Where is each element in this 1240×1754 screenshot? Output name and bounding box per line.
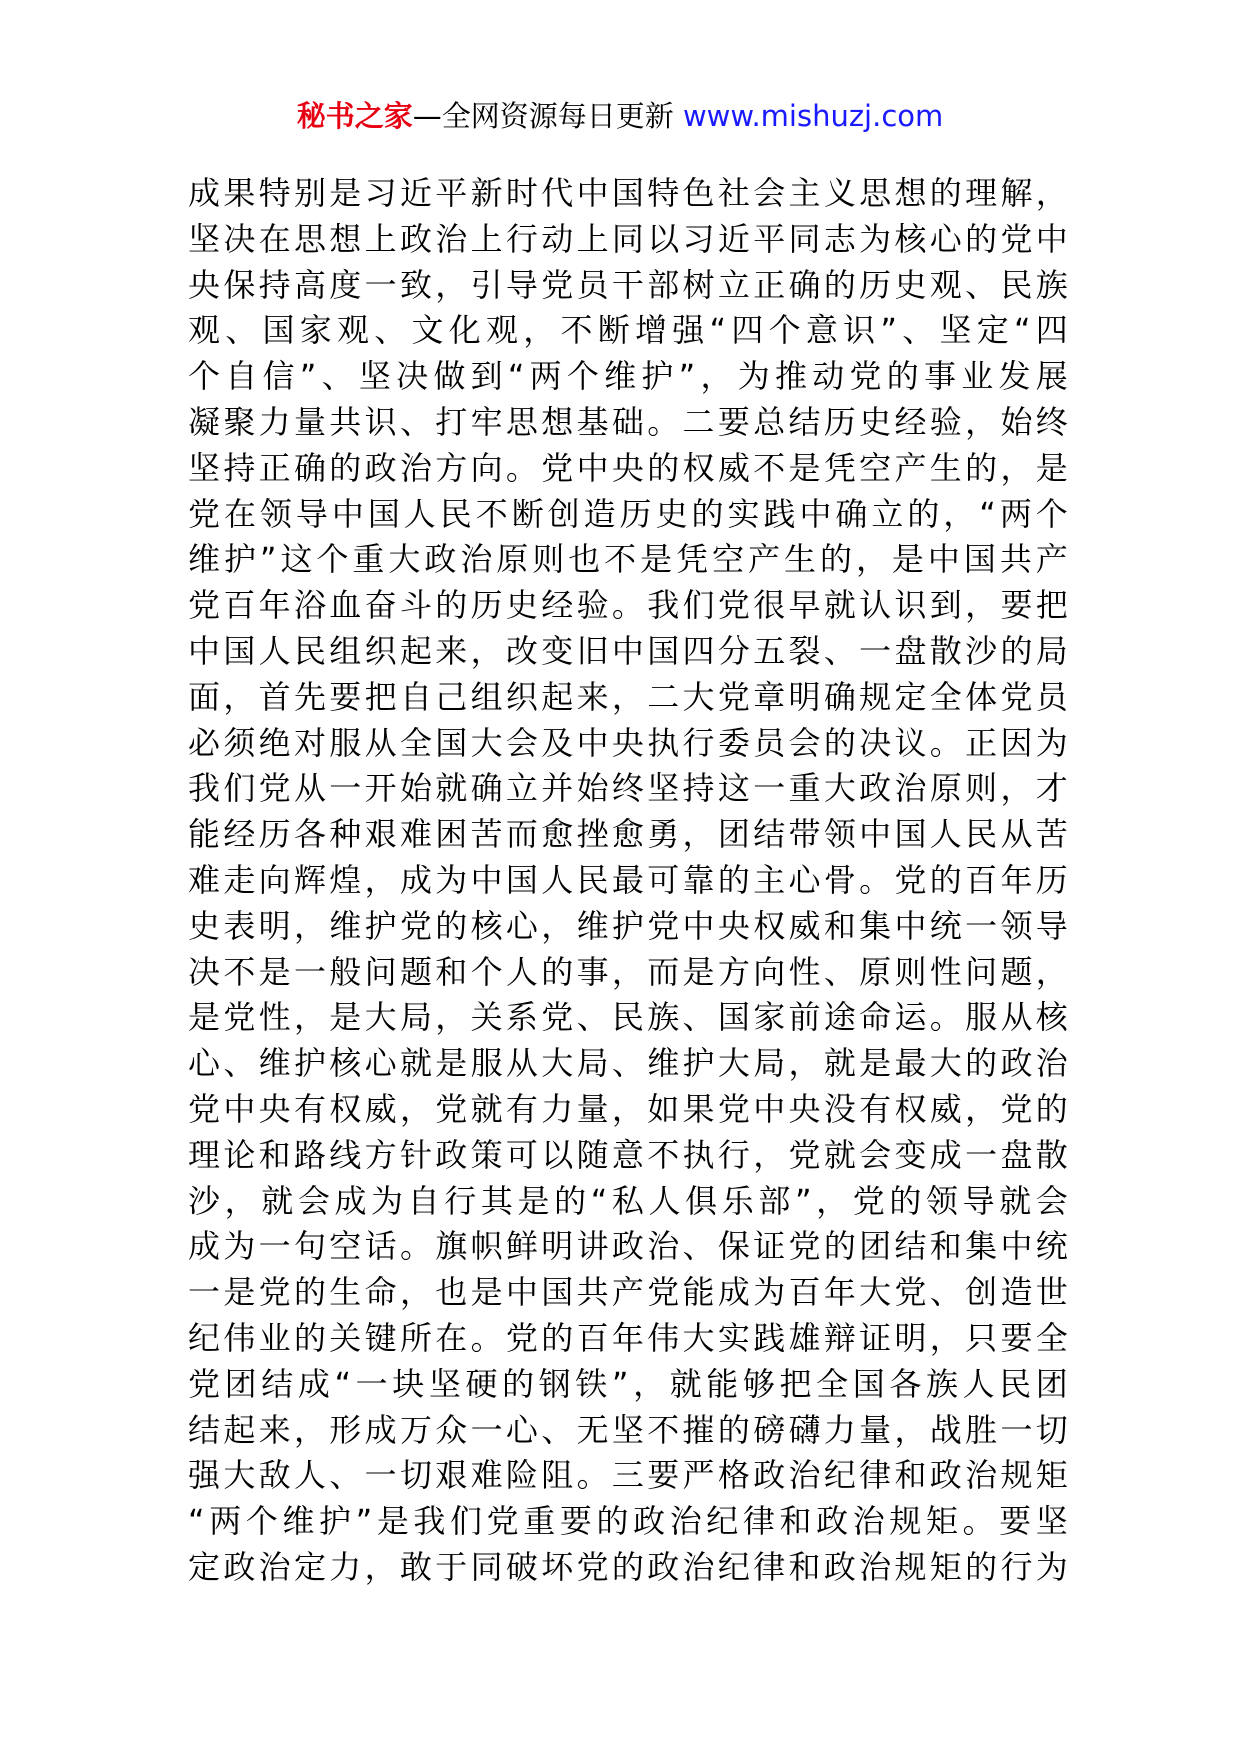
text-line: 党团结成“一块坚硬的钢铁”，就能够把全国各族人民团 (188, 1364, 1068, 1403)
text-line: 史表明，维护党的核心，维护党中央权威和集中统一领导 (188, 906, 1068, 945)
text-line: “两个维护”是我们党重要的政治纪律和政治规矩。要坚 (188, 1502, 1068, 1541)
text-line: 成果特别是习近平新时代中国特色社会主义思想的理解， (188, 174, 1068, 212)
text-line: 必须绝对服从全国大会及中央执行委员会的决议。正因为 (188, 723, 1068, 762)
text-line: 我们党从一开始就确立并始终坚持这一重大政治原则，才 (188, 769, 1068, 808)
text-line: 强大敌人、一切艰难险阻。三要严格政治纪律和政治规矩 (188, 1456, 1068, 1495)
text-line: 能经历各种艰难困苦而愈挫愈勇，团结带领中国人民从苦 (188, 815, 1068, 854)
site-tagline: —全网资源每日更新 (412, 99, 674, 133)
text-line: 心、维护核心就是服从大局、维护大局，就是最大的政治 (188, 1044, 1068, 1083)
text-line: 面，首先要把自己组织起来，二大党章明确规定全体党员 (188, 677, 1068, 716)
text-line: 纪伟业的关键所在。党的百年伟大实践雄辩证明，只要全 (188, 1318, 1068, 1357)
text-line: 党百年浴血奋斗的历史经验。我们党很早就认识到，要把 (188, 586, 1068, 625)
text-line: 沙，就会成为自行其是的“私人俱乐部”，党的领导就会 (188, 1181, 1068, 1220)
site-url-link[interactable]: www.mishuzj.com (682, 99, 944, 133)
document-body (188, 171, 1068, 1591)
text-line: 中国人民组织起来，改变旧中国四分五裂、一盘散沙的局 (188, 631, 1068, 670)
text-line: 个自信”、坚决做到“两个维护”，为推动党的事业发展 (188, 357, 1068, 396)
text-line: 定政治定力，敢于同破坏党的政治纪律和政治规矩的行为 (188, 1547, 1068, 1586)
text-line: 维护”这个重大政治原则也不是凭空产生的，是中国共产 (188, 540, 1068, 579)
text-line: 党在领导中国人民不断创造历史的实践中确立的，“两个 (188, 494, 1068, 533)
text-line: 凝聚力量共识、打牢思想基础。二要总结历史经验，始终 (188, 402, 1068, 441)
text-line: 党中央有权威，党就有力量，如果党中央没有权威，党的 (188, 1089, 1068, 1128)
text-line: 坚持正确的政治方向。党中央的权威不是凭空产生的，是 (188, 448, 1068, 487)
text-line: 决不是一般问题和个人的事，而是方向性、原则性问题， (188, 952, 1068, 991)
site-header (0, 96, 1240, 136)
text-line: 结起来，形成万众一心、无坚不摧的磅礴力量，战胜一切 (188, 1410, 1068, 1449)
site-brand: 秘书之家 (296, 99, 413, 133)
text-line: 成为一句空话。旗帜鲜明讲政治、保证党的团结和集中统 (188, 1227, 1068, 1266)
text-line: 是党性，是大局，关系党、民族、国家前途命运。服从核 (188, 998, 1068, 1037)
text-line: 央保持高度一致，引导党员干部树立正确的历史观、民族 (188, 265, 1068, 304)
text-line: 观、国家观、文化观，不断增强“四个意识”、坚定“四 (188, 311, 1068, 350)
text-line: 坚决在思想上政治上行动上同以习近平同志为核心的党中 (188, 219, 1068, 258)
text-line: 一是党的生命，也是中国共产党能成为百年大党、创造世 (188, 1273, 1068, 1312)
text-line: 理论和路线方针政策可以随意不执行，党就会变成一盘散 (188, 1135, 1068, 1174)
text-line: 难走向辉煌，成为中国人民最可靠的主心骨。党的百年历 (188, 860, 1068, 899)
